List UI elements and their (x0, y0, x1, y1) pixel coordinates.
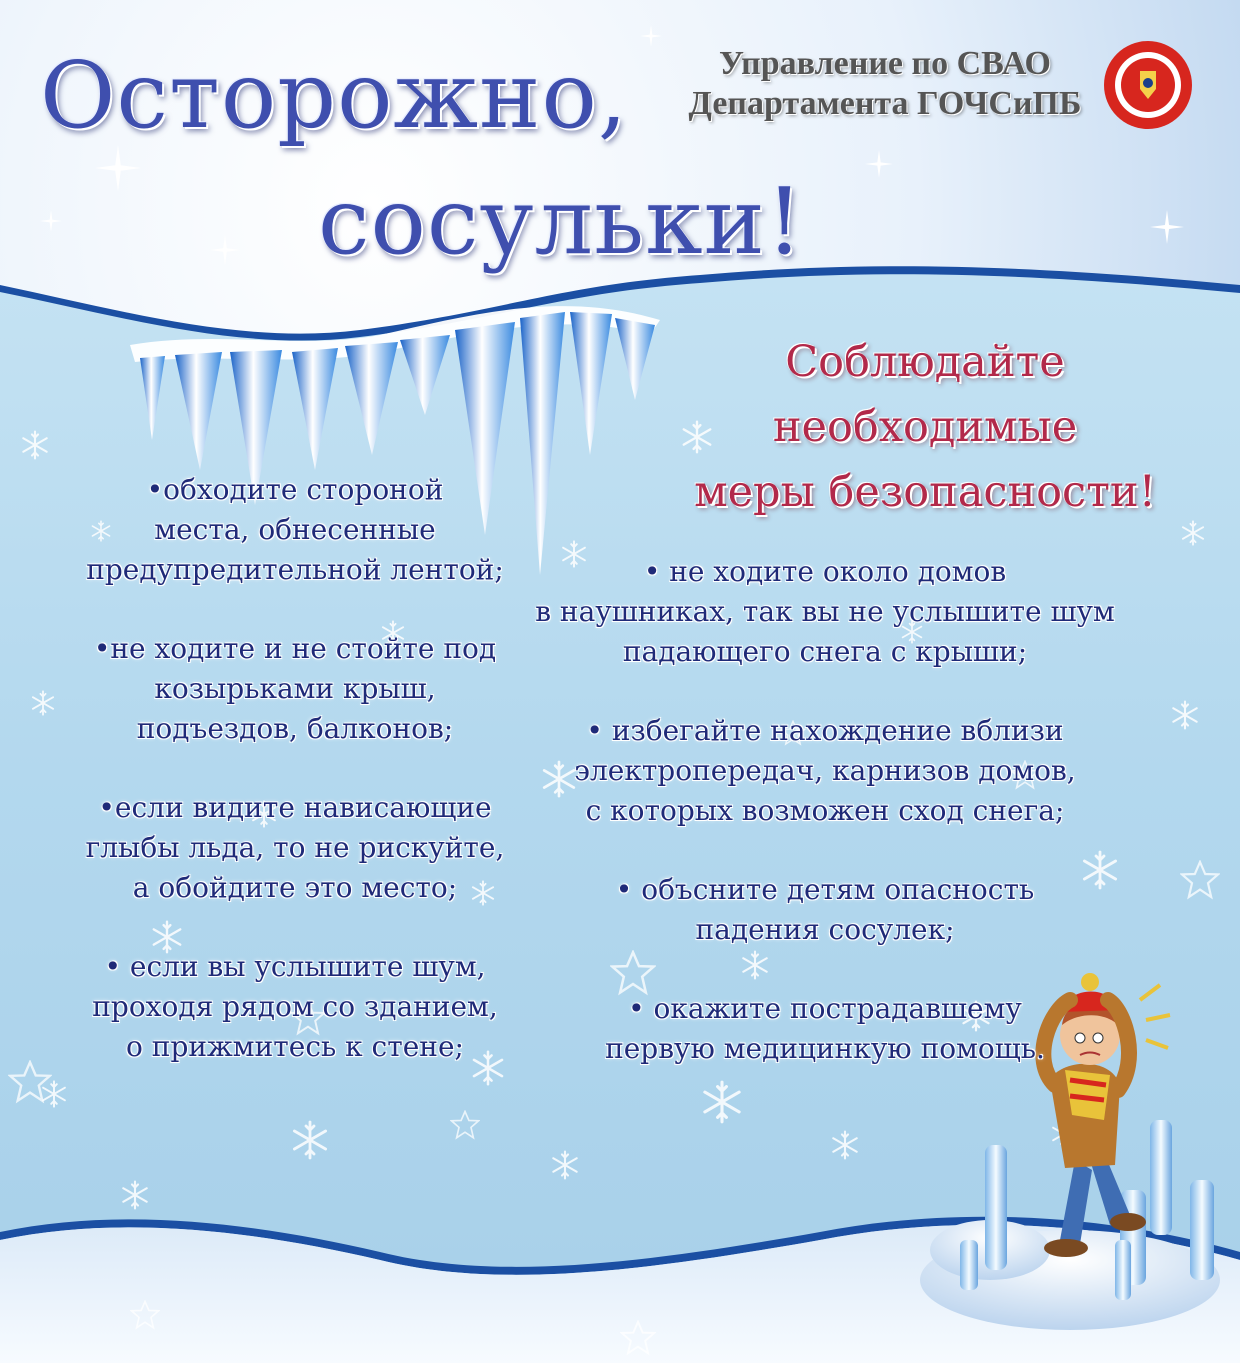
tip-line: в наушниках, так вы не услышите шум (535, 595, 1115, 628)
tip-item (40, 470, 550, 590)
tip-item (40, 788, 550, 908)
heading-line-3: меры безопасности! (694, 467, 1156, 517)
tip-line: • не ходите около домов (643, 555, 1007, 588)
tip-item (40, 947, 550, 1067)
tip-line: с которых возможен сход снега; (585, 794, 1065, 827)
tip-line: первую медицинкую помощь. (605, 1032, 1045, 1065)
tip-line: места, обнесенные (154, 513, 436, 546)
tip-item (40, 629, 550, 749)
safety-heading (640, 330, 1210, 525)
title-line-2: сосульки! (318, 168, 804, 275)
tip-line: проходя рядом со зданием, (92, 990, 498, 1023)
tip-line: предупредительной лентой; (86, 553, 504, 586)
left-tips (40, 470, 550, 1067)
tip-line: а обойдите это место; (132, 871, 458, 904)
tip-line: козырьками крыш, (154, 672, 436, 705)
emergency-emblem (1104, 41, 1192, 129)
tip-line: • избегайте нахождение вблизи (586, 714, 1064, 747)
organization-line-2: Департамента ГОЧСиПБ (688, 85, 1082, 122)
tip-line: глыбы льда, то не рискуйте, (85, 831, 505, 864)
tip-line: • если вы услышите шум, (104, 950, 486, 983)
tip-line: подъездов, балконов; (136, 712, 454, 745)
tip-line: •обходите стороной (146, 473, 444, 506)
tip-item (505, 989, 1145, 1069)
tip-item (505, 552, 1145, 672)
tip-line: •не ходите и не стойте под (93, 632, 497, 665)
tip-item (505, 711, 1145, 831)
tip-line: падающего снега с крыши; (622, 635, 1028, 668)
tip-line: падения сосулек; (695, 913, 955, 946)
organization-line-1: Управление по СВАО (719, 45, 1051, 82)
right-tips (505, 552, 1145, 1069)
tip-line: о прижмитесь к стене; (126, 1030, 464, 1063)
tip-line: •если видите нависающие (98, 791, 492, 824)
heading-line-2: необходимые (772, 402, 1078, 452)
tip-line: электропередач, карнизов домов, (574, 754, 1076, 787)
tip-line: • объсните детям опасность (615, 873, 1035, 906)
title-line-1: Осторожно, (40, 42, 629, 149)
heading-line-1: Соблюдайте (785, 337, 1065, 387)
tip-item (505, 870, 1145, 950)
organization-name (680, 44, 1090, 124)
tip-line: • окажите пострадавшему (628, 992, 1022, 1025)
